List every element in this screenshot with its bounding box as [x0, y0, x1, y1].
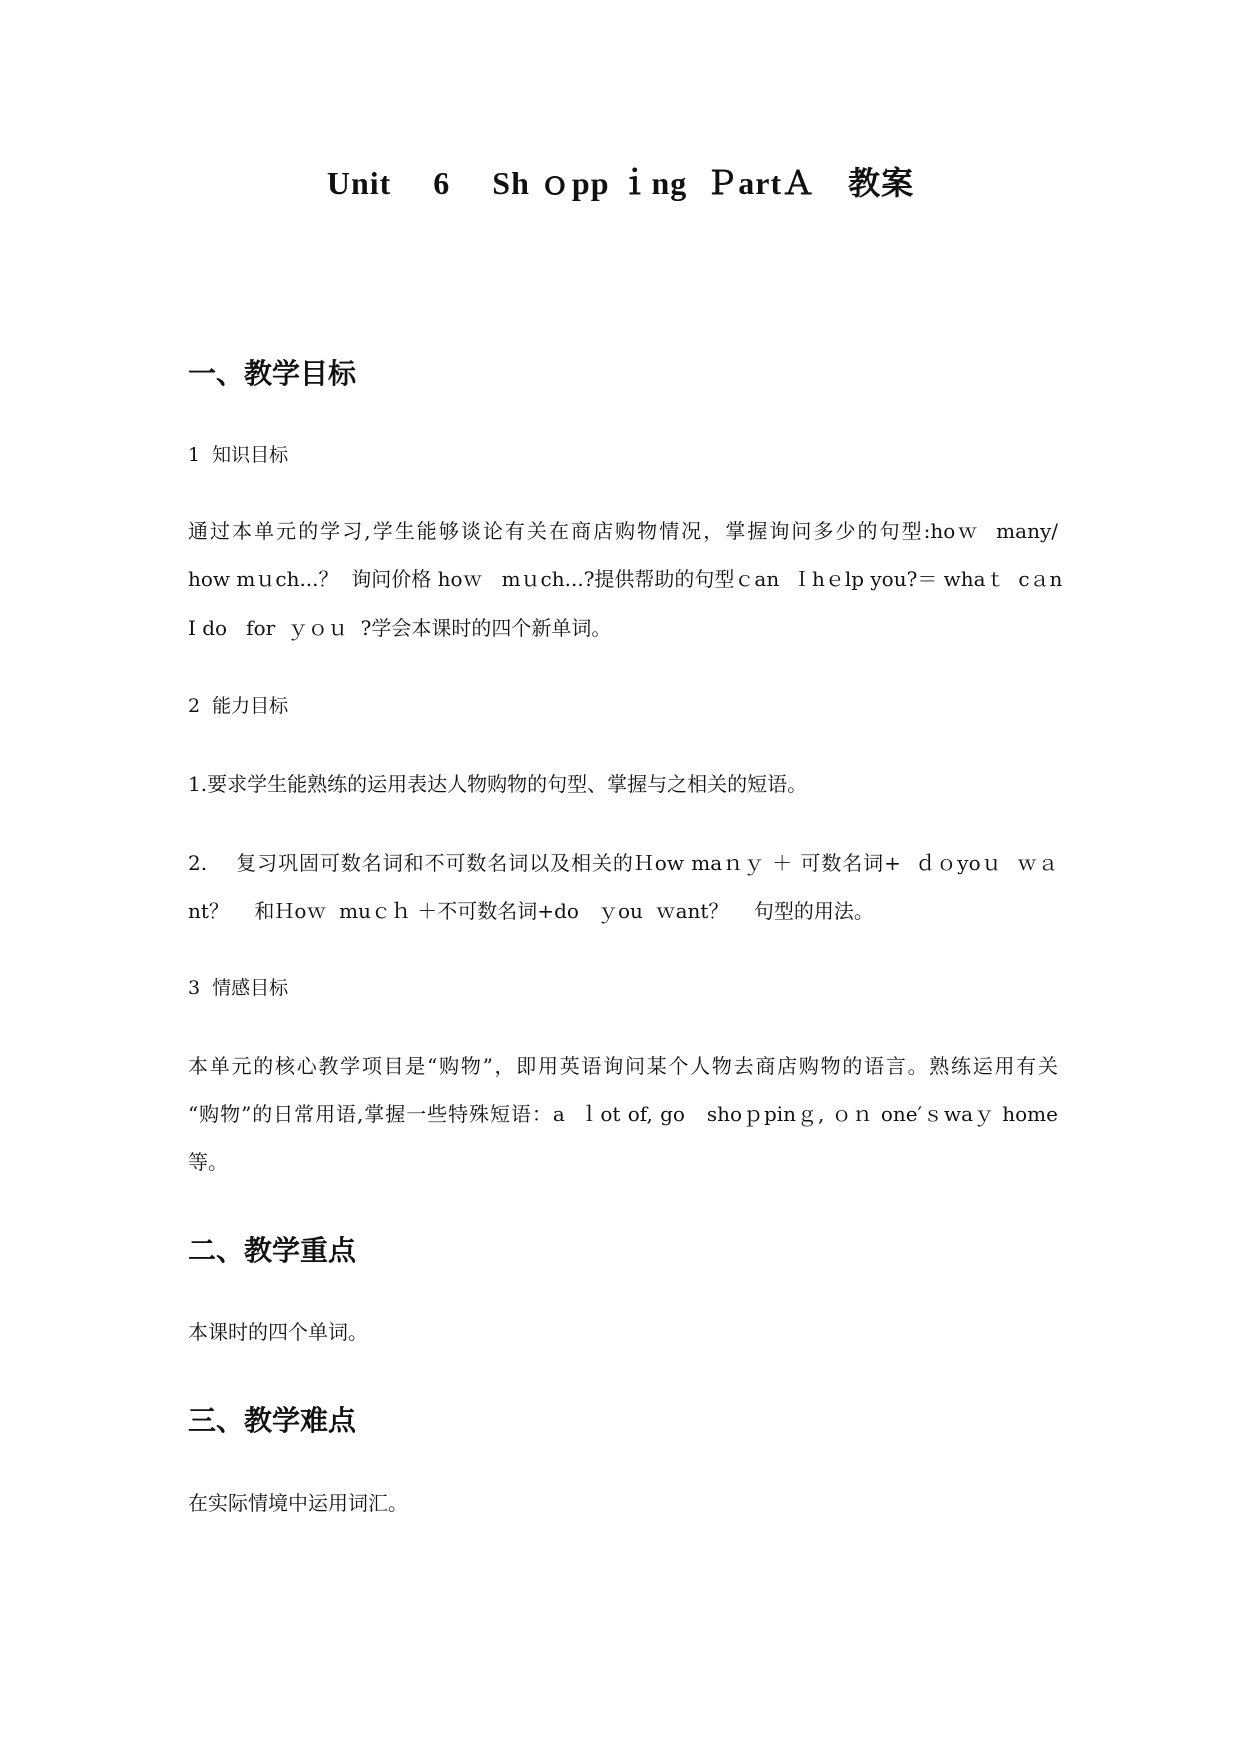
- list-item: 1.要求学生能熟练的运用表达人物购物的句型、掌握与之相关的短语。: [188, 772, 808, 796]
- paragraph-line: how mｕch...？ 询问价格 hoｗ mｕch...?提供帮助的句型ｃan Ｉhｅlp you?＝ whaｔ cａn: [188, 567, 1063, 591]
- section-heading-key-points: 二、教学重点: [188, 1234, 357, 1267]
- paragraph-line: 通过本单元的学习,学生能够谈论有关在商店购物情况，掌握询问多少的句型:hoｗ many/: [188, 519, 1058, 543]
- section-heading-difficulties: 三、教学难点: [188, 1404, 357, 1437]
- paragraph-line: 本课时的四个单词。: [188, 1320, 368, 1344]
- paragraph-line: 本单元的核心教学项目是“购物”，即用英语询问某个人物去商店购物的语言。熟练运用有关: [188, 1054, 1058, 1078]
- list-item: 2. 复习巩固可数名词和不可数名词以及相关的Ｈow maｎｙ ＋ 可数名词+ ｄｏyoｕ ｗａ: [188, 851, 1058, 875]
- subsection-label-emotion: 3 情感目标: [188, 977, 289, 999]
- paragraph-line: 等。: [188, 1150, 228, 1174]
- paragraph-line: “购物”的日常用语,掌握一些特殊短语：a ｌot of, go shoｐpinｇ, ｏｎ one′ｓwaｙ home: [188, 1102, 1058, 1126]
- section-heading-teaching-objectives: 一、教学目标: [188, 357, 357, 390]
- document-title: Unit 6 Sh ｏpp ｉng ＰartＡ 教案: [326, 165, 915, 201]
- subsection-label-ability: 2 能力目标: [188, 695, 289, 717]
- paragraph-line: 在实际情境中运用词汇。: [188, 1491, 408, 1515]
- paragraph-line: I do for ｙｏｕ ?学会本课时的四个新单词。: [188, 616, 612, 640]
- list-item-continuation: nt？ 和Ｈoｗ muｃｈ ＋不可数名词+do ｙou ｗant？ 句型的用法。: [188, 899, 874, 923]
- subsection-label-knowledge: 1 知识目标: [188, 444, 289, 466]
